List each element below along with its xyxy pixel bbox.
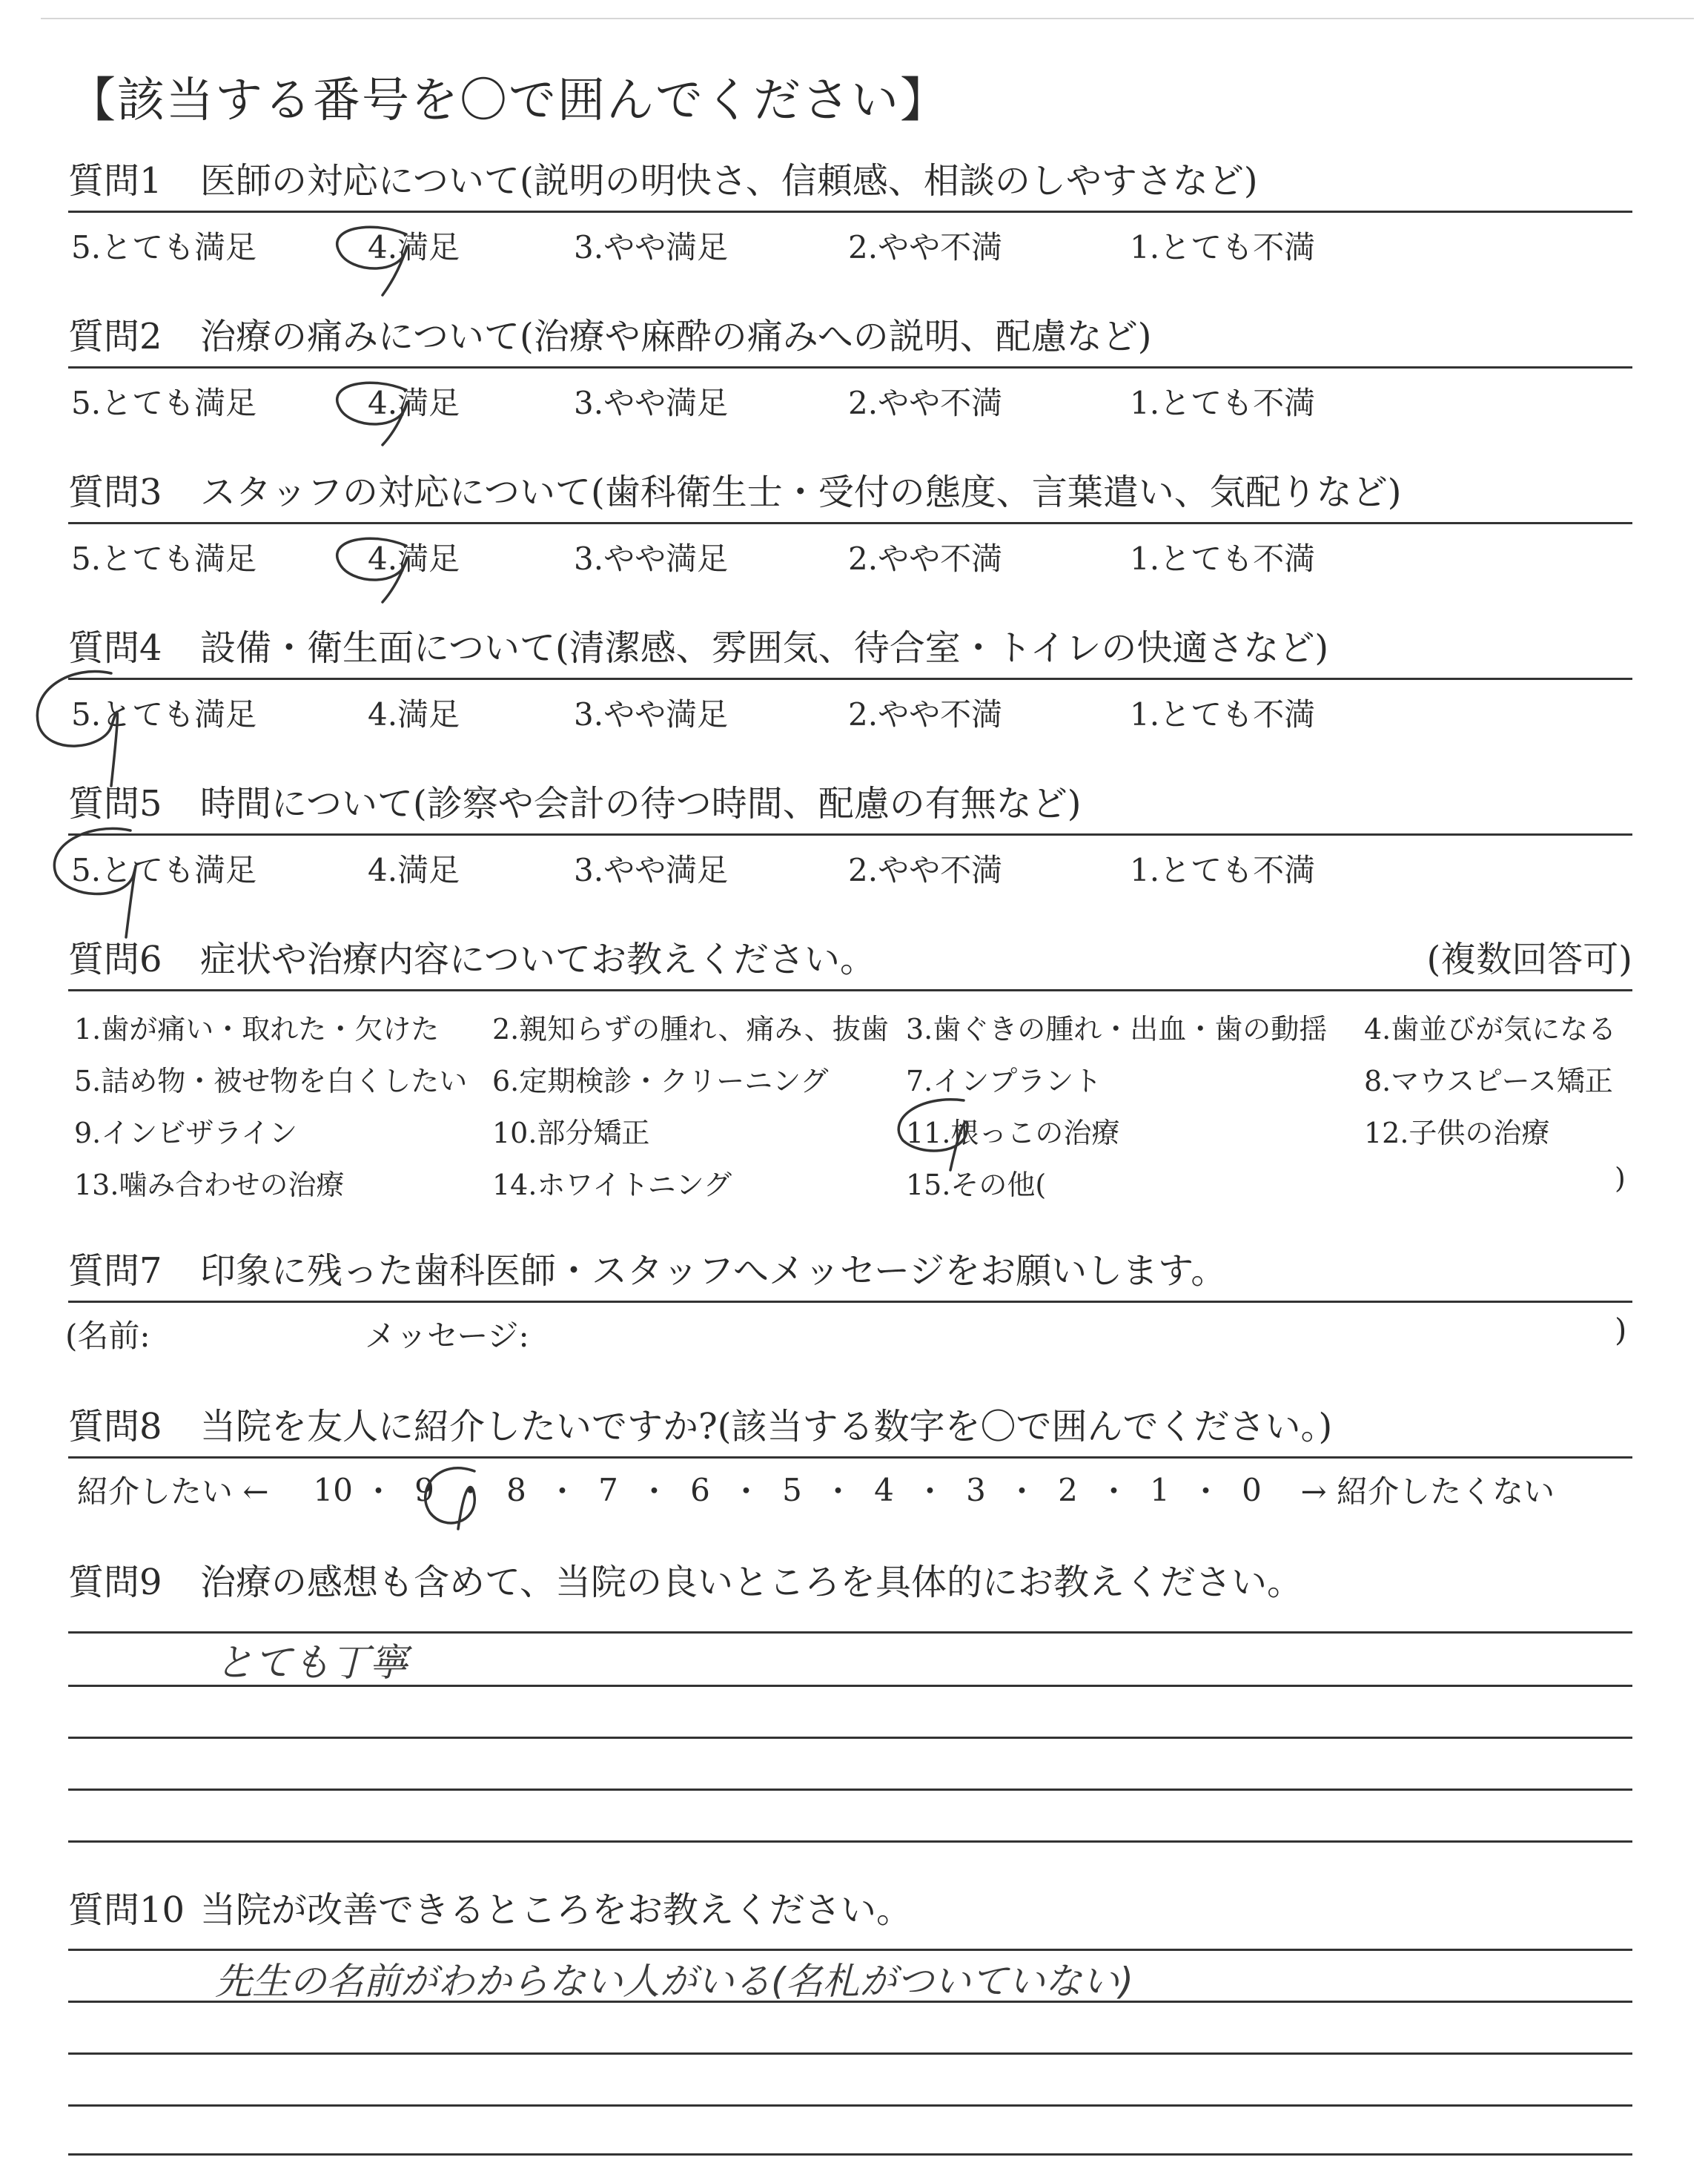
choice-4[interactable]: 4.満足 [368, 385, 460, 421]
choice-row [68, 524, 1632, 576]
choice-2[interactable]: 2.やや不満 [848, 385, 1003, 421]
scale-4[interactable]: 4 [874, 1471, 894, 1508]
scale-dot: ・ [454, 1473, 486, 1510]
option-10[interactable]: 10.部分矯正 [492, 1117, 650, 1149]
scale-0[interactable]: 0 [1242, 1471, 1262, 1508]
q10-handwritten-answer: 先生の名前がわからない人がいる(名札がついていない) [215, 1960, 1134, 2003]
question-text: スタッフの対応について(歯科衛生士・受付の態度、言葉遣い、気配りなど) [200, 472, 1402, 513]
question-text: 当院を友人に紹介したいですか?(該当する数字を〇で囲んでください。) [200, 1406, 1333, 1447]
option-1[interactable]: 1.歯が痛い・取れた・欠けた [74, 1013, 440, 1046]
scale-dot: ・ [546, 1473, 578, 1510]
option-6[interactable]: 6.定期検診・クリーニング [492, 1065, 829, 1097]
option-12[interactable]: 12.子供の治療 [1364, 1117, 1550, 1149]
scale-1[interactable]: 1 [1150, 1471, 1170, 1508]
scale-6[interactable]: 6 [690, 1471, 710, 1508]
question-text: 治療の痛みについて(治療や麻酔の痛みへの説明、配慮など) [200, 316, 1152, 357]
question-9 [68, 1559, 1632, 1605]
choice-3[interactable]: 3.やや満足 [574, 229, 729, 265]
scale-8[interactable]: 8 [506, 1471, 526, 1508]
choice-2[interactable]: 2.やや不満 [848, 541, 1003, 577]
choice-1[interactable]: 1.とても不満 [1130, 385, 1316, 421]
choice-row [68, 836, 1632, 888]
question-label: 質問8 [68, 1406, 162, 1447]
message-label: メッセージ: [365, 1318, 529, 1354]
scale-left-label: 紹介したい ← [77, 1473, 269, 1510]
question-text: 時間について(診察や会計の待つ時間、配慮の有無など) [200, 783, 1082, 825]
scale-5[interactable]: 5 [782, 1471, 802, 1508]
choice-5[interactable]: 5.とても満足 [71, 696, 257, 733]
recommend-scale [68, 1459, 1632, 1512]
option-5[interactable]: 5.詰め物・被せ物を白くしたい [74, 1065, 468, 1097]
choice-1[interactable]: 1.とても不満 [1130, 229, 1316, 265]
choice-3[interactable]: 3.やや満足 [574, 541, 729, 577]
choice-row [68, 369, 1632, 420]
question-label: 質問7 [68, 1250, 162, 1292]
option-2[interactable]: 2.親知らずの腫れ、痛み、抜歯 [492, 1013, 889, 1046]
scale-dot: ・ [1006, 1473, 1038, 1510]
answer-line [68, 1949, 1632, 1951]
choice-2[interactable]: 2.やや不満 [848, 229, 1003, 265]
question-label: 質問10 [68, 1889, 185, 1931]
choice-4[interactable]: 4.満足 [368, 541, 460, 577]
answer-line [68, 2104, 1632, 2107]
question-label: 質問1 [68, 160, 162, 202]
choice-1[interactable]: 1.とても不満 [1130, 852, 1316, 888]
scale-dot: ・ [1098, 1473, 1130, 1510]
name-label: (名前: [65, 1318, 150, 1354]
choice-5[interactable]: 5.とても満足 [71, 229, 257, 265]
answer-line [68, 2153, 1632, 2156]
question-7 [65, 1247, 1632, 1355]
message-row [65, 1303, 1632, 1355]
answer-line [68, 2052, 1632, 2055]
option-3[interactable]: 3.歯ぐきの腫れ・出血・歯の動揺 [906, 1013, 1328, 1046]
question-text: 医師の対応について(説明の明快さ、信頼感、相談のしやすさなど) [200, 160, 1258, 202]
scale-dot: ・ [638, 1473, 670, 1510]
page-title: 【該当する番号を〇で囲んでください】 [68, 73, 949, 128]
question-text: 印象に残った歯科医師・スタッフへメッセージをお願いします。 [200, 1250, 1227, 1292]
scale-7[interactable]: 7 [598, 1471, 618, 1508]
option-13[interactable]: 13.噛み合わせの治療 [74, 1169, 345, 1201]
choice-3[interactable]: 3.やや満足 [574, 385, 729, 421]
symptom-options [68, 991, 1632, 1214]
top-border [41, 18, 1694, 19]
question-10 [68, 1886, 1632, 1932]
scale-dot: ・ [1190, 1473, 1222, 1510]
option-7[interactable]: 7.インプラント [906, 1065, 1102, 1097]
question-3 [68, 469, 1632, 576]
scale-dot: ・ [730, 1473, 762, 1510]
choice-3[interactable]: 3.やや満足 [574, 696, 729, 733]
question-label: 質問9 [68, 1562, 162, 1603]
answer-line [68, 1737, 1632, 1739]
scale-dot: ・ [363, 1473, 394, 1510]
question-label: 質問5 [68, 783, 162, 825]
question-text: 治療の感想も含めて、当院の良いところを具体的にお教えください。 [200, 1562, 1303, 1603]
choice-row [68, 680, 1632, 732]
question-1 [68, 157, 1632, 265]
choice-4[interactable]: 4.満足 [368, 229, 460, 265]
question-6 [68, 936, 1632, 1214]
choice-4[interactable]: 4.満足 [368, 696, 460, 733]
question-5 [68, 780, 1632, 888]
scale-2[interactable]: 2 [1058, 1471, 1078, 1508]
question-8 [68, 1403, 1632, 1512]
answer-line [68, 1789, 1632, 1791]
question-text: 当院が改善できるところをお教えください。 [200, 1889, 913, 1931]
choice-5[interactable]: 5.とても満足 [71, 541, 257, 577]
choice-4[interactable]: 4.満足 [368, 852, 460, 888]
question-label: 質問4 [68, 627, 162, 669]
option-14[interactable]: 14.ホワイトニング [492, 1169, 732, 1201]
multiple-answer-hint: (複数回答可) [1426, 939, 1632, 980]
choice-1[interactable]: 1.とても不満 [1130, 541, 1316, 577]
option-9[interactable]: 9.インビザライン [74, 1117, 298, 1149]
q9-handwritten-answer: とても丁寧 [215, 1641, 408, 1685]
question-text: 設備・衛生面について(清潔感、雰囲気、待合室・トイレの快適さなど) [200, 627, 1329, 669]
other-close-paren: ) [1615, 1162, 1626, 1195]
choice-3[interactable]: 3.やや満足 [574, 852, 729, 888]
choice-2[interactable]: 2.やや不満 [848, 696, 1003, 733]
close-paren: ) [1615, 1312, 1627, 1348]
choice-1[interactable]: 1.とても不満 [1130, 696, 1316, 733]
choice-2[interactable]: 2.やや不満 [848, 852, 1003, 888]
option-4[interactable]: 4.歯並びが気になる [1364, 1013, 1617, 1046]
choice-5[interactable]: 5.とても満足 [71, 385, 257, 421]
option-11[interactable]: 11.根っこの治療 [906, 1117, 1120, 1149]
scale-9[interactable]: 9 [414, 1471, 434, 1508]
answer-line [68, 1840, 1632, 1843]
question-2 [68, 313, 1632, 420]
scale-dot: ・ [822, 1473, 854, 1510]
scale-right-label: → 紹介したくない [1300, 1473, 1555, 1510]
question-4 [68, 624, 1632, 732]
scale-3[interactable]: 3 [966, 1471, 986, 1508]
question-label: 質問2 [68, 316, 162, 357]
scale-10[interactable]: 10 [313, 1471, 353, 1508]
question-text: 症状や治療内容についてお教えください。 [200, 939, 876, 980]
question-label: 質問3 [68, 472, 162, 513]
question-label: 質問6 [68, 939, 162, 980]
choice-row [68, 213, 1632, 265]
choice-5[interactable]: 5.とても満足 [71, 852, 257, 888]
option-8[interactable]: 8.マウスピース矯正 [1364, 1065, 1613, 1097]
option-15[interactable]: 15.その他( [906, 1169, 1047, 1201]
scale-dot: ・ [914, 1473, 946, 1510]
